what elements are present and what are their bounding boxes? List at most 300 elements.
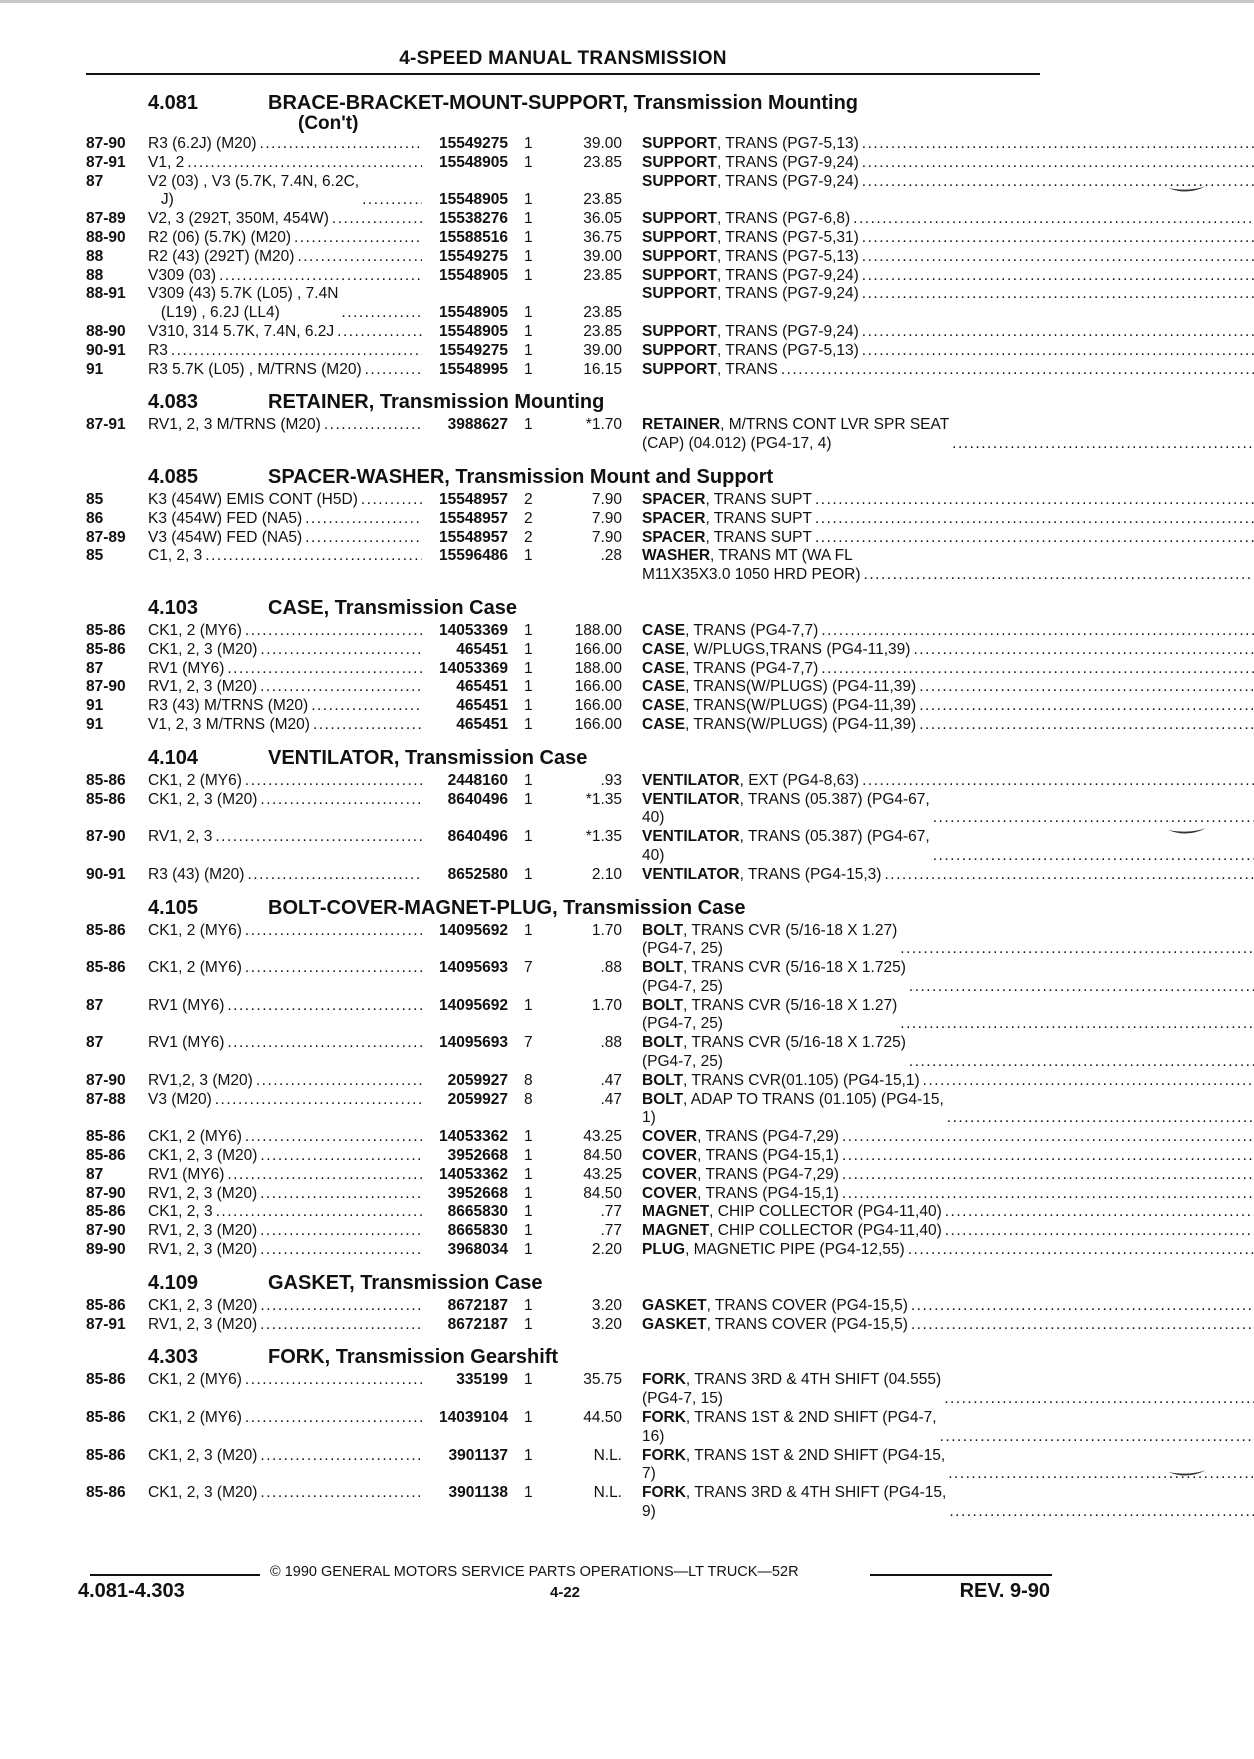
description-detail: , TRANS CVR (5/16-18 X 1.27) (PG4-7, 25) (642, 921, 898, 958)
leader-dots (224, 997, 422, 1016)
parts-row (86, 678, 1046, 697)
application-cell (148, 416, 422, 435)
description-text (642, 1185, 839, 1204)
price: 2.10 (591, 865, 622, 883)
price: *1.35 (585, 790, 622, 808)
section-title: GASKET, Transmission Case (268, 1271, 543, 1294)
description-cell (622, 922, 1254, 960)
leader-dots (257, 135, 422, 154)
leader-dots (184, 154, 422, 173)
description-cell (622, 1128, 1254, 1147)
description-detail: , MAGNETIC PIPE (PG4-12,55) (685, 1241, 905, 1259)
description-cell (622, 1409, 1254, 1447)
model-years: 87 (86, 172, 104, 190)
application-cell (148, 1241, 422, 1260)
description-detail: , TRANS (PG7-5,13) (716, 247, 859, 265)
description-detail: , TRANS CVR(01.105) (PG4-15,1) (683, 1071, 920, 1089)
part-number: 8640496 (447, 790, 508, 808)
description-cell (622, 959, 1254, 997)
description-keyword: SPACER (642, 509, 706, 527)
leader-dots (839, 1128, 1254, 1147)
parts-row (86, 1147, 1046, 1166)
model-years: 88 (86, 247, 104, 265)
description-detail: , TRANS (PG4-15,1) (697, 1184, 839, 1202)
description-detail: , TRANS (PG7-9,24) (716, 285, 859, 303)
leader-dots (168, 342, 422, 361)
description-cell (622, 529, 1254, 548)
part-number: 2448160 (447, 771, 508, 789)
binder-hole-mark (1168, 828, 1206, 838)
part-number: 14039104 (439, 1409, 508, 1427)
description-detail: , ADAP TO TRANS (01.105) (PG4-15, 1) (642, 1090, 944, 1127)
section-title: BOLT-COVER-MAGNET-PLUG, Transmission Case (268, 896, 746, 919)
application-text: R2 (06) (5.7K) (M20) (148, 228, 291, 246)
part-number: 465451 (456, 640, 508, 658)
description-cell (622, 641, 1254, 660)
description-text (642, 1371, 941, 1409)
description-detail: , TRANS (PG7-5,13) (716, 341, 859, 359)
leader-dots (908, 1297, 1254, 1316)
application-text: RV1 (MY6) (148, 1165, 225, 1183)
parts-row (86, 154, 1046, 173)
model-years: 85-86 (86, 1147, 126, 1165)
leader-dots (916, 697, 1254, 716)
model-years: 87-90 (86, 1071, 126, 1089)
application-cell (148, 229, 422, 248)
quantity: 7 (524, 1034, 533, 1052)
quantity: 2 (524, 509, 533, 527)
part-number: 8640496 (447, 828, 508, 846)
description-detail: , TRANS (05.387) (PG4-67, 40) (642, 828, 930, 864)
leader-dots (257, 678, 422, 697)
description-cell (622, 210, 1254, 229)
parts-row (86, 1222, 1046, 1241)
parts-row (86, 342, 1046, 361)
description-detail: , TRANS CVR (5/16-18 X 1.725) (PG4-7, 25) (642, 959, 906, 995)
description-keyword: BOLT (642, 996, 684, 1014)
leader-dots (257, 1185, 422, 1204)
application-text: CK1, 2, 3 (M20) (148, 1296, 258, 1314)
description-cell (622, 1297, 1254, 1316)
section-number: 4.083 (148, 391, 199, 414)
application-cell (148, 173, 422, 211)
part-number: 2059927 (447, 1071, 508, 1089)
leader-dots (946, 1503, 1254, 1522)
description-text (642, 1241, 905, 1260)
description-keyword: VENTILATOR (642, 828, 740, 846)
part-number: 15548957 (439, 509, 508, 527)
application-cell (148, 716, 422, 735)
leader-dots (338, 304, 422, 323)
model-years: 87-91 (86, 416, 126, 434)
application-text: V3 (454W) FED (NA5) (148, 528, 303, 546)
application-cell (148, 997, 422, 1016)
quantity: 1 (524, 1222, 533, 1240)
parts-row (86, 361, 1046, 380)
quantity: 1 (524, 322, 533, 340)
footer-page-number: 4-22 (549, 1584, 581, 1601)
application-cell (148, 547, 422, 566)
quantity: 1 (524, 921, 533, 939)
application-text: RV1 (MY6) (148, 659, 225, 677)
part-number: 14095693 (439, 1034, 508, 1052)
price: 23.85 (583, 191, 622, 209)
description-keyword: VENTILATOR (642, 790, 740, 808)
model-years: 85-86 (86, 621, 126, 639)
description-detail: , TRANS CVR (5/16-18 X 1.725) (PG4-7, 25) (642, 1034, 906, 1071)
section-heading (86, 747, 1046, 769)
application-text: RV1, 2, 3 (M20) (148, 1241, 258, 1259)
description-detail: , TRANS 3RD & 4TH SHIFT (04.555) (PG4-7, 15) (642, 1371, 942, 1408)
model-years: 88 (86, 266, 104, 284)
description-cell (622, 229, 1254, 248)
section-heading (86, 897, 1046, 919)
application-cell (148, 660, 422, 679)
leader-dots (942, 1222, 1254, 1241)
leader-dots (244, 866, 422, 885)
description-text (642, 1034, 906, 1072)
parts-row (86, 1241, 1046, 1260)
leader-dots (291, 229, 422, 248)
leader-dots (224, 1034, 422, 1053)
description-cell (622, 154, 1254, 173)
quantity: 1 (524, 678, 533, 696)
model-years: 87-90 (86, 135, 126, 152)
parts-row (86, 716, 1046, 735)
model-years: 87-89 (86, 528, 126, 546)
description-text (642, 361, 778, 380)
description-cell (622, 285, 1254, 304)
leader-dots (941, 1390, 1254, 1409)
description-cell (622, 678, 1254, 697)
leader-dots (302, 510, 422, 529)
quantity: 1 (524, 1128, 533, 1146)
description-detail: , TRANS (PG7-9,24) (716, 153, 859, 171)
leader-dots (257, 1147, 422, 1166)
model-years: 89-90 (86, 1241, 126, 1259)
description-keyword: CASE (642, 715, 686, 733)
leader-dots (212, 828, 422, 847)
model-years: 87-90 (86, 828, 126, 846)
application-text: V3 (M20) (148, 1090, 212, 1108)
model-years: 85-86 (86, 1203, 126, 1221)
application-cell (148, 248, 422, 267)
description-detail: , TRANS COVER (PG4-15,5) (706, 1315, 908, 1333)
quantity: 1 (524, 996, 533, 1014)
application-text: RV1 (MY6) (148, 1034, 225, 1052)
part-number: 14053369 (439, 659, 508, 677)
quantity: 1 (524, 828, 533, 846)
application-text: CK1, 2 (MY6) (148, 1371, 242, 1389)
description-detail: , TRANS (PG4-7,29) (697, 1128, 839, 1146)
price: 23.85 (583, 153, 622, 171)
parts-row (86, 173, 1046, 211)
parts-row (86, 267, 1046, 286)
description-cell (622, 1203, 1254, 1222)
description-cell (622, 1091, 1254, 1129)
application-text: R3 (43) M/TRNS (M20) (148, 697, 309, 715)
quantity: 1 (524, 1484, 533, 1502)
parts-row (86, 1034, 1046, 1072)
parts-row (86, 491, 1046, 510)
application-text: CK1, 2 (MY6) (148, 1128, 242, 1146)
quantity: 1 (524, 1184, 533, 1202)
model-years: 85-86 (86, 1484, 126, 1502)
part-number: 8672187 (447, 1315, 508, 1333)
description-text (642, 697, 916, 716)
price: *1.70 (585, 416, 622, 434)
application-cell (148, 1166, 422, 1185)
application-text: V309 (03) (148, 266, 217, 284)
model-years: 90-91 (86, 865, 126, 883)
application-text: CK1, 2 (MY6) (148, 921, 242, 939)
application-text: R3 (148, 341, 168, 359)
leader-dots (861, 566, 1254, 585)
description-cell (622, 510, 1254, 529)
application-cell (148, 323, 422, 342)
parts-row (86, 510, 1046, 529)
description-text (642, 529, 812, 548)
model-years: 85-86 (86, 921, 126, 939)
leader-dots (242, 772, 422, 791)
quantity: 1 (524, 865, 533, 883)
section-number: 4.104 (148, 746, 199, 769)
part-number: 2059927 (447, 1090, 508, 1108)
part-number: 465451 (456, 697, 508, 715)
description-detail: , TRANS (PG4-15,3) (739, 865, 882, 883)
parts-row (86, 135, 1046, 154)
application-text: RV1, 2, 3 (M20) (148, 1184, 258, 1202)
model-years: 85-86 (86, 1296, 126, 1314)
leader-dots (905, 1241, 1254, 1260)
section-title: SPACER-WASHER, Transmission Mount and Support (268, 465, 774, 488)
price: 166.00 (574, 697, 622, 715)
model-years: 85 (86, 490, 104, 508)
leader-dots (257, 791, 422, 810)
quantity: 1 (524, 621, 533, 639)
leader-dots (212, 1091, 422, 1110)
application-text: CK1, 2 (MY6) (148, 621, 242, 639)
leader-dots (920, 1072, 1254, 1091)
parts-listing (86, 88, 1046, 1530)
description-keyword: BOLT (642, 959, 684, 977)
price: 39.00 (583, 135, 622, 152)
application-text: CK1, 2, 3 (M20) (148, 790, 258, 808)
application-cell (148, 866, 422, 885)
price: 84.50 (583, 1184, 622, 1202)
description-keyword: BOLT (642, 921, 684, 939)
leader-dots (818, 622, 1254, 641)
price: 23.85 (583, 322, 622, 340)
model-years: 87-88 (86, 1090, 126, 1108)
description-text (642, 1166, 839, 1185)
application-text: V310, 314 5.7K, 7.4N, 6.2J (148, 322, 335, 340)
price: .88 (600, 959, 622, 977)
section-title: BRACE-BRACKET-MOUNT-SUPPORT, Transmission Mounting (268, 92, 859, 114)
description-text (642, 210, 850, 229)
leader-dots (916, 716, 1254, 735)
description-cell (622, 248, 1254, 267)
description-cell (622, 135, 1254, 154)
application-cell (148, 154, 422, 173)
model-years: 85-86 (86, 1371, 126, 1389)
model-years: 91 (86, 697, 104, 715)
leader-dots (257, 1222, 422, 1241)
section-number: 4.081 (148, 92, 199, 114)
leader-dots (944, 1109, 1254, 1128)
description-keyword: CASE (642, 697, 686, 715)
application-cell (148, 1409, 422, 1428)
model-years: 86 (86, 509, 104, 527)
section-gap (86, 1334, 1046, 1342)
section-number: 4.109 (148, 1271, 199, 1294)
application-text: R3 5.7K (L05) , M/TRNS (M20) (148, 360, 362, 378)
quantity: 1 (524, 659, 533, 677)
leader-dots (859, 267, 1254, 286)
part-number: 8665830 (447, 1203, 508, 1221)
leader-dots (839, 1166, 1254, 1185)
application-cell (148, 791, 422, 810)
description-cell (622, 267, 1254, 286)
parts-row (86, 641, 1046, 660)
price: .77 (600, 1222, 622, 1240)
description-detail: , TRANS (PG4-7,29) (697, 1165, 839, 1183)
description-text (642, 1316, 908, 1335)
description-cell (622, 547, 1254, 585)
leader-dots (242, 1128, 422, 1147)
part-number: 14095692 (439, 996, 508, 1014)
description-keyword: FORK (642, 1484, 686, 1502)
description-keyword: SPACER (642, 528, 706, 546)
description-text (642, 772, 859, 791)
description-detail: , TRANS COVER (PG4-15,5) (706, 1296, 908, 1314)
description-text (642, 229, 859, 248)
parts-row (86, 997, 1046, 1035)
part-number: 15549275 (439, 135, 508, 152)
section-number: 4.303 (148, 1346, 199, 1369)
price: 16.15 (583, 360, 622, 378)
description-cell (622, 1185, 1254, 1204)
description-detail: , TRANS 3RD & 4TH SHIFT (PG4-15, 9) (642, 1484, 947, 1521)
description-detail: , TRANS SUPT (705, 490, 812, 508)
description-cell (622, 416, 1254, 454)
description-keyword: GASKET (642, 1296, 707, 1314)
description-keyword: GASKET (642, 1315, 707, 1333)
leader-dots (949, 435, 1254, 454)
price: 7.90 (591, 528, 622, 546)
description-detail: , CHIP COLLECTOR (PG4-11,40) (709, 1203, 942, 1221)
description-keyword: BOLT (642, 1034, 684, 1052)
description-cell (622, 323, 1254, 342)
quantity: 1 (524, 416, 533, 434)
parts-row (86, 416, 1046, 454)
part-number: 15549275 (439, 247, 508, 265)
application-text: RV1, 2, 3 (M20) (148, 678, 258, 696)
section-title: RETAINER, Transmission Mounting (268, 391, 605, 414)
section-heading (86, 597, 1046, 619)
quantity: 1 (524, 1241, 533, 1259)
leader-dots (302, 529, 422, 548)
part-number: 15588516 (439, 228, 508, 246)
price: 35.75 (583, 1371, 622, 1389)
model-years: 91 (86, 360, 104, 378)
parts-row (86, 828, 1046, 866)
parts-row (86, 229, 1046, 248)
description-detail: , TRANS MT (WA FL M11X35X3.0 1050 HRD PEOR) (642, 547, 861, 584)
quantity: 1 (524, 1315, 533, 1333)
leader-dots (839, 1147, 1254, 1166)
quantity: 1 (524, 1296, 533, 1314)
part-number: 15596486 (439, 547, 508, 565)
part-number: 14053369 (439, 621, 508, 639)
description-text (642, 1409, 937, 1447)
part-number: 15548957 (439, 528, 508, 546)
description-detail: , TRANS (PG7-9,24) (716, 172, 859, 190)
model-years: 87 (86, 659, 104, 677)
description-keyword: SUPPORT (642, 135, 717, 152)
price: 7.90 (591, 490, 622, 508)
leader-dots (321, 416, 422, 435)
description-cell (622, 1222, 1254, 1241)
price: .88 (600, 1034, 622, 1052)
leader-dots (257, 1316, 422, 1335)
quantity: 1 (524, 360, 533, 378)
model-years: 87 (86, 1034, 104, 1052)
application-text: RV1,2, 3 (M20) (148, 1071, 253, 1089)
description-cell (622, 622, 1254, 641)
price: 188.00 (574, 659, 622, 677)
leader-dots (812, 510, 1254, 529)
description-text (642, 622, 818, 641)
description-text (642, 510, 812, 529)
description-text (642, 491, 812, 510)
leader-dots (897, 1015, 1254, 1034)
model-years: 85-86 (86, 771, 126, 789)
quantity: 1 (524, 771, 533, 789)
model-years: 88-91 (86, 285, 126, 303)
quantity: 1 (524, 304, 533, 322)
description-detail: , TRANS (PG7-5,31) (716, 228, 859, 246)
leader-dots (257, 1484, 422, 1503)
application-text: V1, 2 (148, 153, 185, 171)
leader-dots (859, 154, 1254, 173)
application-text: CK1, 2, 3 (148, 1203, 213, 1221)
leader-dots (257, 641, 422, 660)
part-number: 15548995 (439, 360, 508, 378)
application-cell (148, 267, 422, 286)
quantity: 1 (524, 266, 533, 284)
description-text (642, 791, 930, 829)
application-cell (148, 1316, 422, 1335)
description-keyword: COVER (642, 1128, 698, 1146)
description-detail: , TRANS (PG7-6,8) (716, 210, 851, 228)
description-text (642, 922, 897, 960)
parts-row (86, 210, 1046, 229)
description-text (642, 342, 859, 361)
application-cell (148, 1185, 422, 1204)
description-detail: , TRANS SUPT (705, 509, 812, 527)
application-cell (148, 1128, 422, 1147)
description-keyword: SUPPORT (642, 285, 717, 303)
leader-dots (859, 135, 1254, 154)
parts-row (86, 922, 1046, 960)
application-text: CK1, 2, 3 (M20) (148, 1484, 258, 1502)
description-keyword: SUPPORT (642, 341, 717, 359)
parts-row (86, 1484, 1046, 1522)
application-text: V2 (03) , V3 (5.7K, 7.4N, 6.2C, J) (148, 172, 360, 209)
leader-dots (257, 1241, 422, 1260)
price: 1.70 (591, 921, 622, 939)
